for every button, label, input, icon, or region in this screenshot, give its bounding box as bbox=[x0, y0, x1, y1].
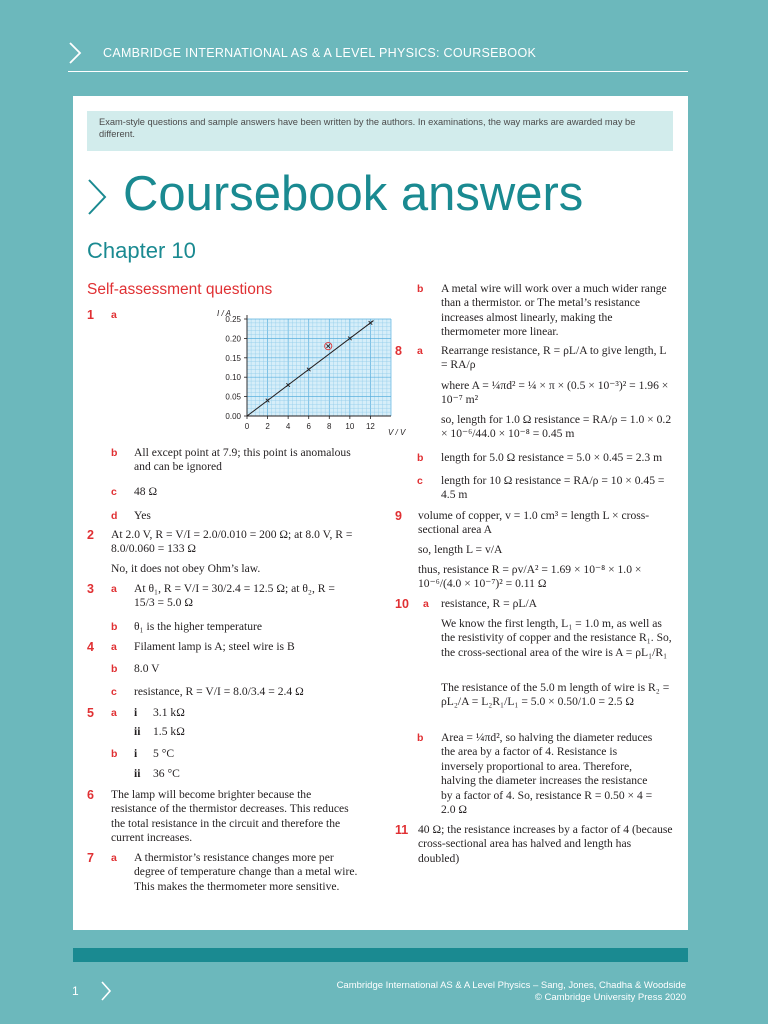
part-label: c bbox=[111, 486, 117, 498]
part-label: a bbox=[111, 852, 117, 864]
answer-text: 48 Ω bbox=[134, 485, 158, 498]
footer-credits bbox=[337, 980, 686, 1004]
chevron-right-icon bbox=[87, 178, 107, 216]
question-number: 9 bbox=[395, 509, 402, 523]
book-title: CAMBRIDGE INTERNATIONAL AS & A LEVEL PHYSICS: COURSEBOOK bbox=[103, 46, 537, 60]
y-axis-label: I / A bbox=[217, 309, 231, 318]
current-voltage-graph bbox=[173, 309, 413, 439]
question-number: 1 bbox=[87, 308, 94, 322]
chapter-heading: Chapter 10 bbox=[87, 238, 196, 263]
y-tick-label: 0.25 bbox=[225, 315, 241, 324]
answer-text: 8.0 V bbox=[134, 662, 160, 675]
answer-text: We know the first length, L₁ = 1.0 m, as well as the resistivity of copper and the resistance R₁. So, the cross-sectional area of the wire is A = ρL₁/R₁ bbox=[441, 617, 672, 659]
answer-text: resistance, R = ρL/A bbox=[441, 597, 538, 610]
part-label: b bbox=[417, 452, 424, 464]
x-tick-label: 0 bbox=[244, 422, 250, 431]
section-heading: Self-assessment questions bbox=[87, 281, 273, 298]
answer-text: 3.1 kΩ bbox=[153, 706, 185, 719]
y-tick-label: 0.00 bbox=[225, 412, 241, 421]
question-number: 2 bbox=[87, 528, 94, 542]
header-rule bbox=[68, 71, 688, 72]
part-label: b bbox=[111, 621, 118, 633]
footer-copyright: © Cambridge University Press 2020 bbox=[534, 992, 686, 1003]
answer-text: The resistance of the 5.0 m length of wire is R₂ = ρL₂/A = L₂R₁/L₁ = 5.0 × 0.50/1.0 = 2.5 Ω bbox=[441, 681, 670, 709]
subpart-label: i bbox=[134, 707, 138, 719]
answer-text: Yes bbox=[134, 509, 151, 522]
y-tick-label: 0.05 bbox=[225, 392, 241, 402]
part-label: a bbox=[111, 583, 117, 595]
x-tick-label: 8 bbox=[327, 422, 332, 431]
chevron-right-icon bbox=[68, 42, 82, 64]
x-axis-label: V / V bbox=[388, 428, 406, 437]
x-tick-label: 2 bbox=[265, 422, 270, 431]
answer-text: resistance, R = V/I = 8.0/3.4 = 2.4 Ω bbox=[134, 685, 304, 698]
x-tick-label: 10 bbox=[345, 422, 355, 431]
answer-text: volume of copper, v = 1.0 cm³ = length L × cross-sectional area A bbox=[418, 509, 650, 537]
question-number: 8 bbox=[395, 344, 402, 358]
answer-text: where A = ¼πd² = ¼ × π × (0.5 × 10⁻³)² = 1.96 × 10⁻⁷ m² bbox=[441, 379, 669, 407]
answer-text: At 2.0 V, R = V/I = 2.0/0.010 = 200 Ω; at 8.0 V, R = 8.0/0.060 = 133 Ω bbox=[111, 528, 353, 556]
answer-text: Filament lamp is A; steel wire is B bbox=[134, 640, 295, 653]
question-number: 4 bbox=[87, 640, 94, 654]
y-tick-label: 0.15 bbox=[225, 353, 241, 363]
answer-text: 40 Ω; the resistance increases by a factor of 4 (because cross-sectional area has halved and length has doubled) bbox=[418, 823, 673, 865]
page-content bbox=[73, 96, 688, 930]
page-title: Coursebook answers bbox=[123, 167, 584, 221]
answer-text: 5 °C bbox=[153, 747, 175, 760]
answer-text: A thermistor’s resistance changes more per degree of temperature change than a metal wire. This makes the thermometer more sensitive. bbox=[134, 851, 358, 893]
part-label: a bbox=[111, 641, 117, 653]
answer-text: θ₁ is the higher temperature bbox=[134, 620, 263, 633]
question-number: 10 bbox=[395, 597, 409, 611]
subpart-label: ii bbox=[134, 726, 141, 738]
page-number: 1 bbox=[72, 984, 79, 998]
answer-text: The lamp will become brighter because the resistance of the thermistor decreases. This reduces the total resistance in the circuit and therefore the current increases. bbox=[111, 788, 349, 845]
footer-authors: Cambridge International AS & A Level Physics – Sang, Jones, Chadha & Woodside bbox=[336, 980, 686, 991]
running-header bbox=[0, 0, 768, 74]
part-label: c bbox=[111, 686, 117, 698]
part-label: b bbox=[417, 732, 424, 744]
answer-text: 36 °C bbox=[153, 767, 180, 780]
part-label: b bbox=[111, 748, 118, 760]
question-number: 6 bbox=[87, 788, 94, 802]
part-label: a bbox=[111, 309, 117, 321]
part-label: b bbox=[111, 663, 118, 675]
answer-text: so, length L = v/A bbox=[418, 543, 503, 556]
y-tick-label: 0.10 bbox=[225, 373, 241, 383]
subpart-label: ii bbox=[134, 768, 141, 780]
answer-text: 1.5 kΩ bbox=[153, 725, 185, 738]
part-label: c bbox=[417, 475, 423, 487]
subpart-label: i bbox=[134, 748, 138, 760]
exam-notice: Exam-style questions and sample answers have been written by the authors. In examinations, the way marks are awarded may be different. bbox=[87, 111, 673, 151]
part-label: a bbox=[111, 707, 117, 719]
answer-text: At θ₁, R = V/I = 30/2.4 = 12.5 Ω; at θ₂, R = 15/3 = 5.0 Ω bbox=[134, 582, 335, 610]
answer-text: Area = ¼πd², so halving the diameter reduces the area by a factor of 4. Resistance is inversely proportional to area. Therefore, halving the diameter increases the resistance by a factor of 4. So, resistance R = 0.50 × 4 = 2.0 Ω bbox=[441, 731, 653, 817]
y-tick-label: 0.20 bbox=[225, 334, 241, 344]
question-number: 7 bbox=[87, 851, 94, 865]
answer-text: so, length for 1.0 Ω resistance = RA/ρ = 1.0 × 0.2 × 10⁻⁶/44.0 × 10⁻⁸ = 0.45 m bbox=[441, 413, 672, 441]
answer-text: Rearrange resistance, R = ρL/A to give length, L = RA/ρ bbox=[441, 344, 667, 372]
x-tick-label: 6 bbox=[306, 422, 311, 431]
part-label: d bbox=[111, 510, 118, 522]
part-label: a bbox=[423, 598, 429, 610]
question-number: 3 bbox=[87, 582, 94, 596]
part-label: b bbox=[417, 283, 424, 295]
chevron-right-icon bbox=[100, 981, 112, 1001]
answer-text: No, it does not obey Ohm’s law. bbox=[111, 562, 261, 575]
question-number: 11 bbox=[395, 823, 409, 837]
x-tick-label: 12 bbox=[365, 422, 375, 431]
answer-text: thus, resistance R = ρv/A² = 1.69 × 10⁻⁸ × 1.0 × 10⁻⁶/(4.0 × 10⁻⁷)² = 0.11 Ω bbox=[418, 563, 642, 591]
footer-bar bbox=[73, 948, 688, 962]
question-number: 5 bbox=[87, 706, 94, 720]
part-label: b bbox=[111, 447, 118, 459]
part-label: a bbox=[417, 345, 423, 357]
answer-text: A metal wire will work over a much wider range than a thermistor. or The metal’s resistance increases almost linearly, making the thermometer more linear. bbox=[441, 282, 667, 339]
answer-text: length for 10 Ω resistance = RA/ρ = 10 × 0.45 = 4.5 m bbox=[441, 474, 665, 502]
x-tick-label: 4 bbox=[285, 422, 291, 431]
answer-text: length for 5.0 Ω resistance = 5.0 × 0.45 = 2.3 m bbox=[441, 451, 663, 464]
answer-text: All except point at 7.9; this point is anomalous and can be ignored bbox=[134, 446, 351, 474]
